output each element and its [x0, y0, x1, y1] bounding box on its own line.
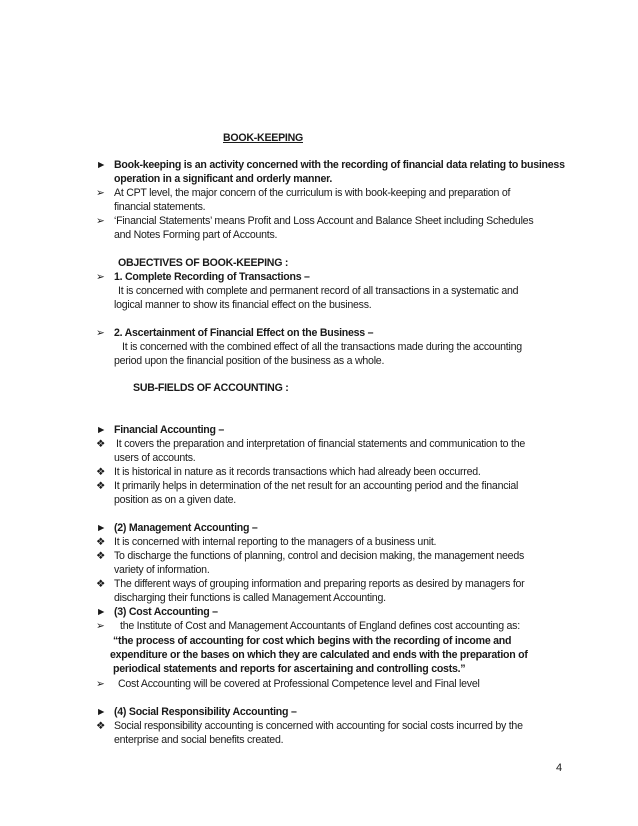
text-line: discharging their functions is called Management Accounting. [114, 592, 386, 604]
text-line: position as on a given date. [114, 494, 236, 506]
text-line: expenditure or the bases on which they are calculated and ends with the preparation of [110, 649, 528, 661]
arrowhead-bullet-icon: ➢ [96, 678, 105, 690]
text-line: Social responsibility accounting is concerned with accounting for social costs incurred by the [114, 720, 523, 732]
text-line: 1. Complete Recording of Transactions – [114, 271, 310, 283]
text-line: Cost Accounting will be covered at Professional Competence level and Final level [118, 678, 480, 690]
text-line: Book-keeping is an activity concerned with the recording of financial data relating to business [114, 159, 565, 171]
text-line: operation in a significant and orderly manner. [114, 173, 333, 185]
text-line: periodical statements and reports for ascertaining and controlling costs.” [113, 663, 466, 675]
text-line: variety of information. [114, 564, 210, 576]
text-line: It is concerned with the combined effect of all the transactions made during the accounting [122, 341, 522, 353]
diamond-bullet-icon: ❖ [96, 536, 106, 548]
triangle-bullet-icon: ► [96, 424, 107, 436]
arrowhead-bullet-icon: ➢ [96, 327, 105, 339]
text-line: It primarily helps in determination of the net result for an accounting period and the financial [114, 480, 519, 492]
triangle-bullet-icon: ► [96, 606, 107, 618]
text-line: period upon the financial position of the business as a whole. [114, 355, 385, 367]
triangle-bullet-icon: ► [96, 522, 107, 534]
text-line: Financial Accounting – [114, 424, 225, 436]
triangle-bullet-icon: ► [96, 706, 107, 718]
triangle-bullet-icon: ► [96, 159, 107, 171]
text-line: (2) Management Accounting – [114, 522, 258, 534]
text-line: To discharge the functions of planning, control and decision making, the management needs [114, 550, 525, 562]
text-line: the Institute of Cost and Management Accountants of England defines cost accounting as: [120, 620, 520, 632]
text-line: It is concerned with complete and permanent record of all transactions in a systematic and [118, 285, 519, 297]
diamond-bullet-icon: ❖ [96, 578, 106, 590]
text-line: 2. Ascertainment of Financial Effect on the Business – [114, 327, 374, 339]
text-line: enterprise and social benefits created. [114, 734, 284, 746]
text-line: financial statements. [114, 201, 206, 213]
text-line: logical manner to show its financial effect on the business. [114, 299, 372, 311]
text-line: users of accounts. [114, 452, 196, 464]
text-line: It covers the preparation and interpretation of financial statements and communication to the [116, 438, 525, 450]
arrowhead-bullet-icon: ➢ [96, 187, 105, 199]
page-number: 4 [556, 762, 563, 774]
diamond-bullet-icon: ❖ [96, 480, 106, 492]
diamond-bullet-icon: ❖ [96, 720, 106, 732]
section-heading: OBJECTIVES OF BOOK-KEEPING : [118, 257, 289, 269]
page-heading: BOOK-KEEPING [223, 132, 303, 144]
text-line: ‘Financial Statements’ means Profit and Loss Account and Balance Sheet including Schedules [114, 215, 534, 227]
text-line: It is historical in nature as it records transactions which had already been occurred. [114, 466, 481, 478]
diamond-bullet-icon: ❖ [96, 438, 106, 450]
text-line: (4) Social Responsibility Accounting – [114, 706, 297, 718]
text-line: “the process of accounting for cost which begins with the recording of income and [113, 635, 512, 647]
diamond-bullet-icon: ❖ [96, 550, 106, 562]
arrowhead-bullet-icon: ➢ [96, 271, 105, 283]
arrowhead-bullet-icon: ➢ [96, 620, 105, 632]
text-line: The different ways of grouping information and preparing reports as desired by managers for [114, 578, 525, 590]
section-heading: SUB-FIELDS OF ACCOUNTING : [133, 382, 289, 394]
text-line: and Notes Forming part of Accounts. [114, 229, 278, 241]
arrowhead-bullet-icon: ➢ [96, 215, 105, 227]
text-line: It is concerned with internal reporting to the managers of a business unit. [114, 536, 437, 548]
diamond-bullet-icon: ❖ [96, 466, 106, 478]
text-line: (3) Cost Accounting – [114, 606, 218, 618]
text-line: At CPT level, the major concern of the curriculum is with book-keeping and preparation of [114, 187, 511, 199]
